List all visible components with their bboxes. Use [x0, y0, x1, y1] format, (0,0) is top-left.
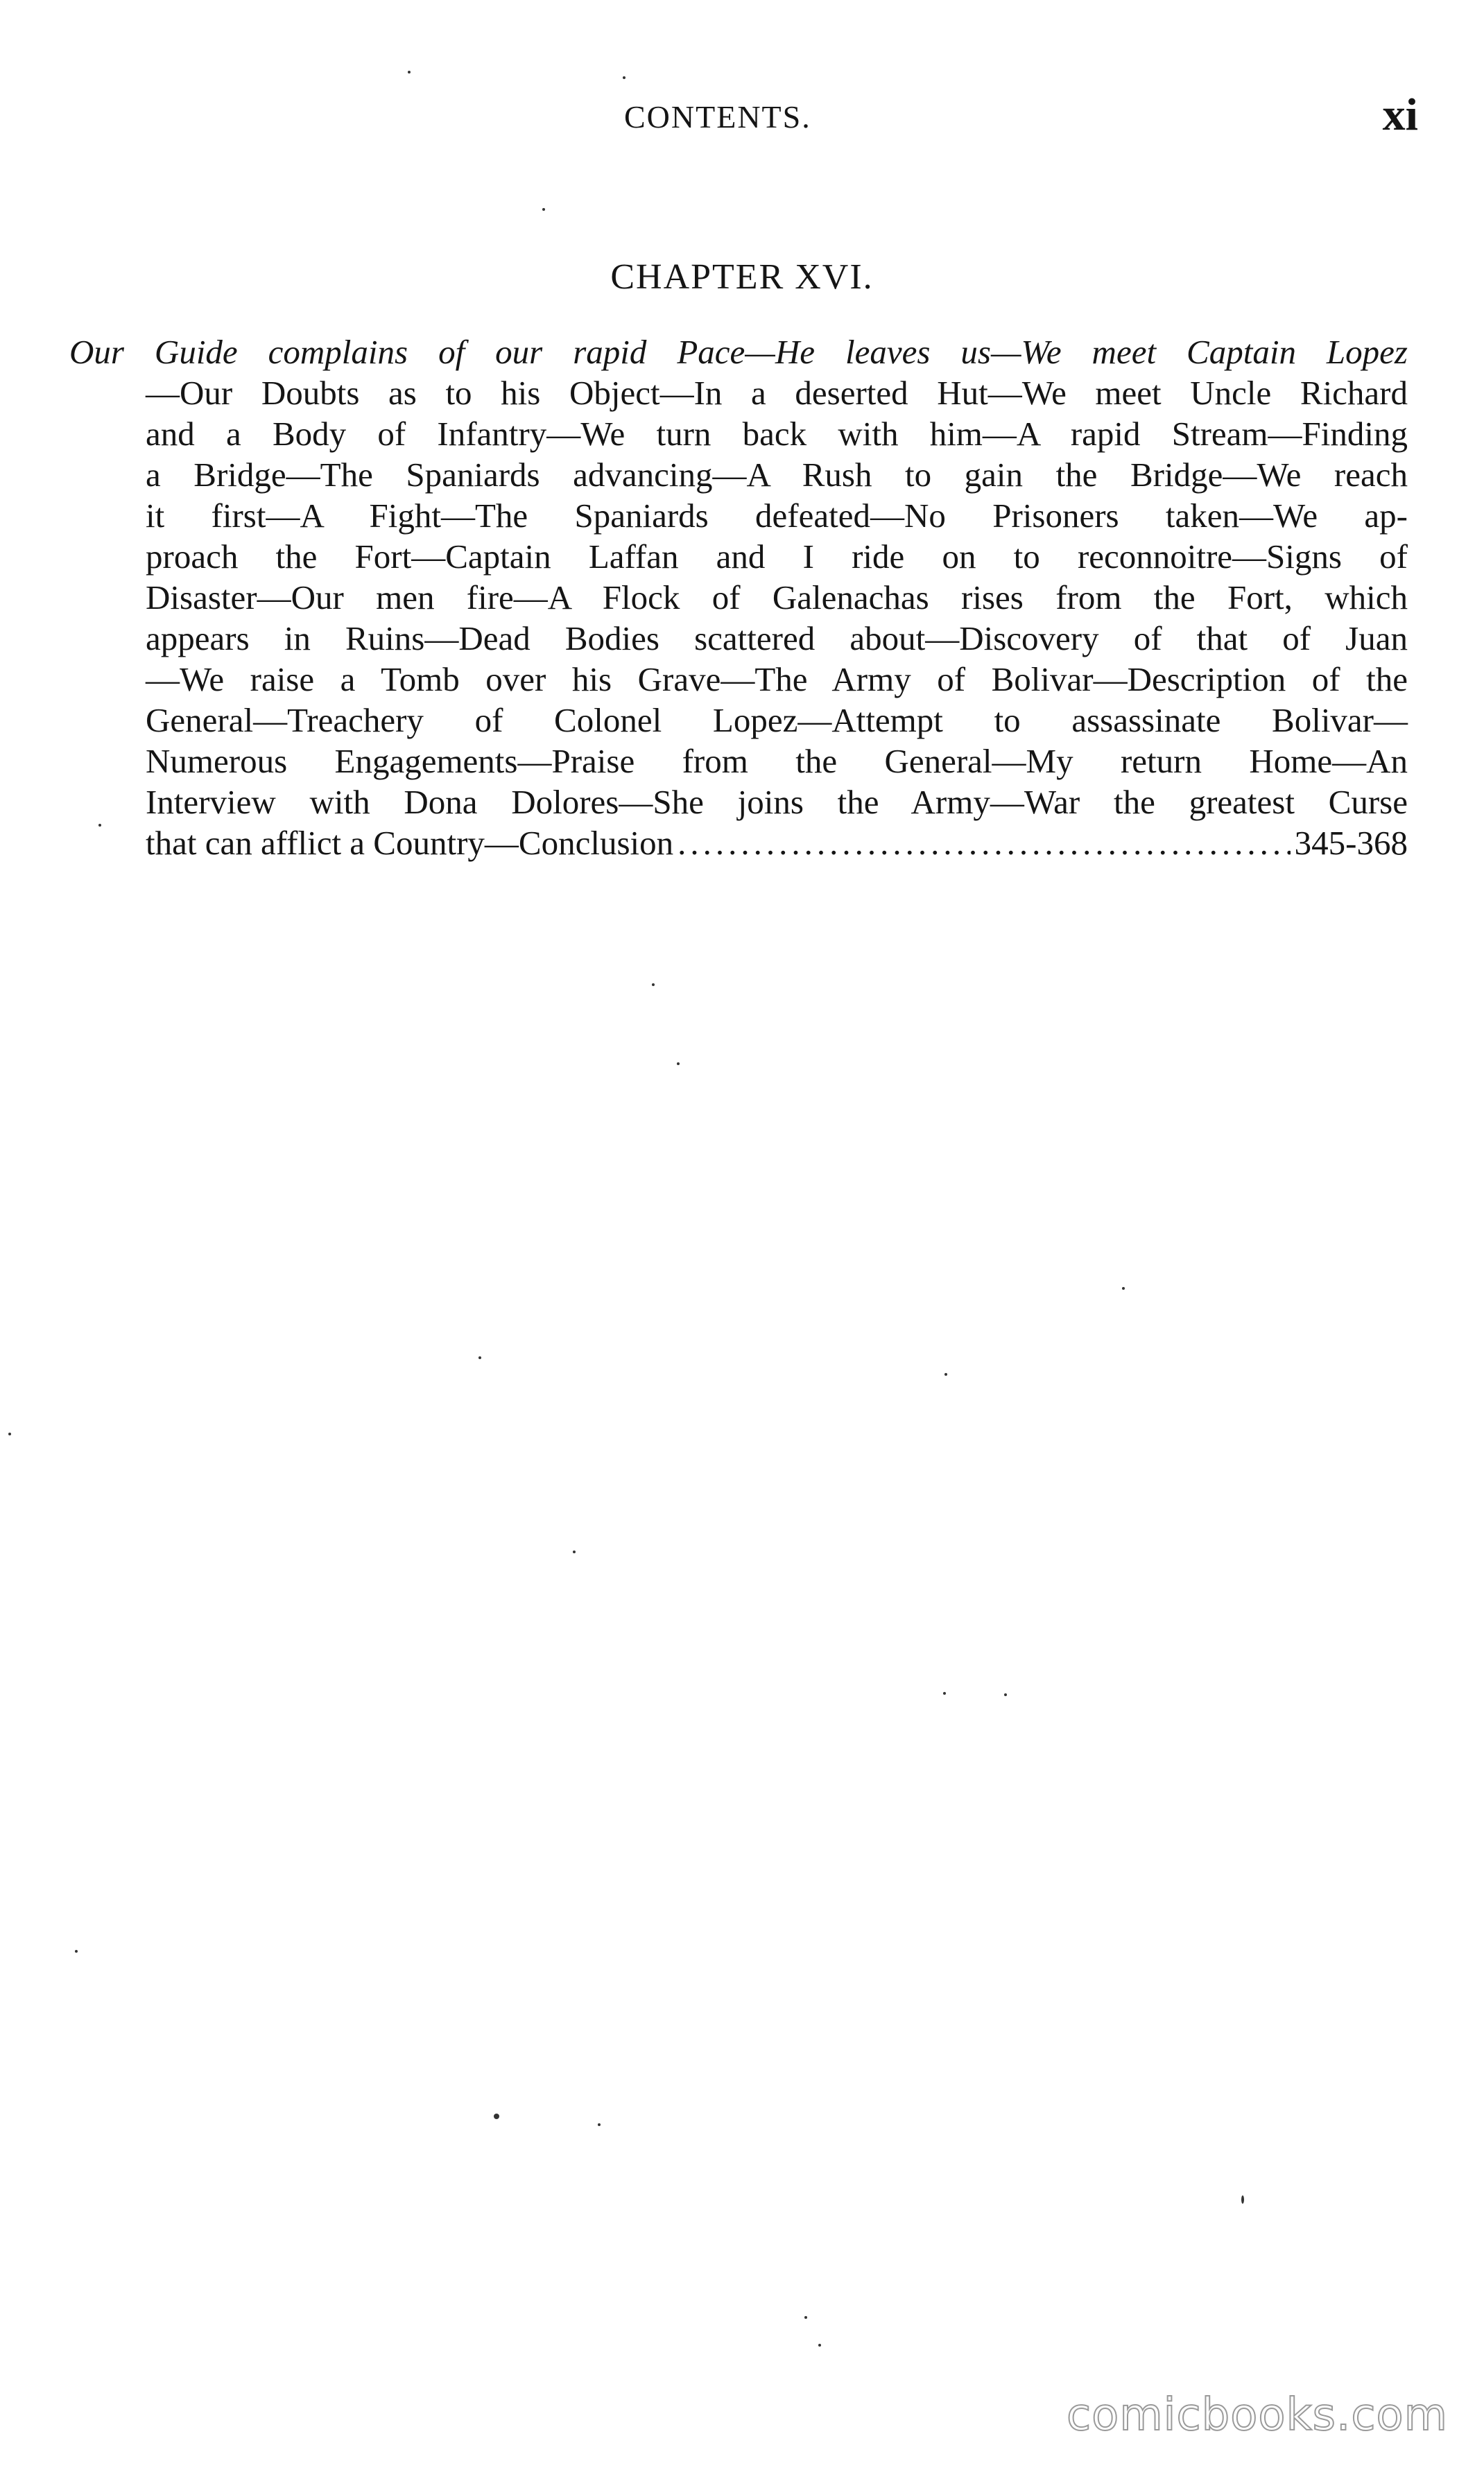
summary-line: proach the Fort—Captain Laffan and I ride on to reconnoitre—Signs of — [146, 537, 1408, 576]
scan-speck — [98, 824, 101, 827]
scan-speck — [408, 71, 411, 74]
summary-line-text: Our Guide complains of our rapid Pace—He leaves us—We meet Captain Lopez — [69, 333, 1408, 371]
summary-line: appears in Ruins—Dead Bodies scattered about—Discovery of that of Juan — [146, 619, 1408, 657]
summary-line: Disaster—Our men fire—A Flock of Galenachas rises from the Fort, which — [146, 578, 1408, 616]
scan-speck — [542, 208, 545, 211]
dot-leader — [678, 822, 1291, 863]
scan-speck — [623, 76, 625, 79]
chapter-heading: CHAPTER XVI. — [610, 257, 874, 297]
scan-speck — [652, 983, 655, 986]
chapter-summary — [69, 331, 1408, 863]
scan-speck — [944, 1373, 947, 1376]
scan-speck — [1122, 1287, 1125, 1290]
scan-speck — [494, 2114, 499, 2119]
scan-speck — [1241, 2195, 1244, 2204]
scan-speck — [598, 2123, 601, 2126]
summary-line: —We raise a Tomb over his Grave—The Army of Bolivar—Description of the — [146, 660, 1408, 698]
summary-line: —Our Doubts as to his Object—In a deserted Hut—We meet Uncle Richard — [146, 374, 1408, 412]
summary-line: Interview with Dona Dolores—She joins the Army—War the greatest Curse — [146, 783, 1408, 821]
scan-speck — [1004, 1693, 1007, 1696]
scan-speck — [75, 1950, 78, 1953]
scan-speck — [943, 1692, 946, 1695]
summary-last-line-text: that can afflict a Country—Conclusion — [146, 824, 674, 862]
running-head — [0, 89, 1484, 151]
page-range: 345-368 — [1294, 824, 1408, 862]
summary-line — [69, 331, 1408, 372]
page-number: xi — [1382, 89, 1418, 140]
summary-last-line — [146, 822, 1408, 863]
summary-line: a Bridge—The Spaniards advancing—A Rush to gain the Bridge—We reach — [146, 456, 1408, 494]
scan-speck — [8, 1433, 11, 1435]
running-title: CONTENTS. — [624, 99, 811, 135]
scan-speck — [677, 1062, 680, 1065]
scan-speck — [573, 1551, 576, 1553]
scan-speck — [478, 1356, 481, 1359]
scan-speck — [804, 2316, 807, 2319]
watermark-logo: comicbooks.com — [1066, 2390, 1448, 2441]
summary-line: Numerous Engagements—Praise from the General—My return Home—An — [146, 742, 1408, 780]
scan-speck — [818, 2344, 821, 2347]
summary-line: General—Treachery of Colonel Lopez—Attempt to assassinate Bolivar— — [146, 701, 1408, 739]
summary-line: it first—A Fight—The Spaniards defeated—No Prisoners taken—We ap- — [146, 496, 1408, 535]
summary-line: and a Body of Infantry—We turn back with him—A rapid Stream—Finding — [146, 415, 1408, 453]
